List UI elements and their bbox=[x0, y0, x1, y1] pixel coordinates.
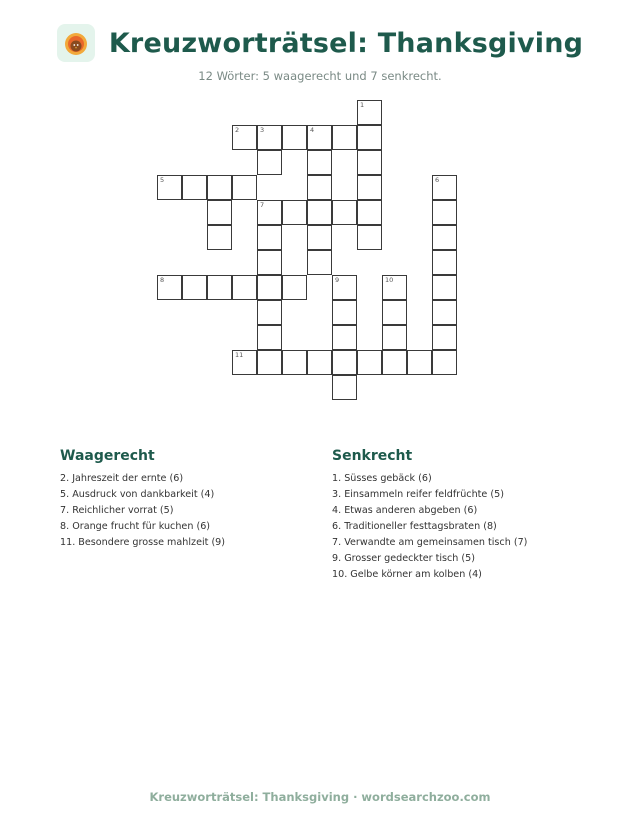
across-heading: Waagerecht bbox=[60, 448, 155, 464]
grid-cell[interactable] bbox=[357, 150, 382, 175]
grid-cell[interactable] bbox=[182, 275, 207, 300]
grid-cell[interactable] bbox=[257, 350, 282, 375]
cell-number: 8 bbox=[160, 276, 165, 284]
grid-cell[interactable] bbox=[307, 200, 332, 225]
grid-cell[interactable] bbox=[407, 350, 432, 375]
grid-cell[interactable] bbox=[357, 100, 382, 125]
grid-cell[interactable] bbox=[282, 200, 307, 225]
grid-cell[interactable] bbox=[357, 200, 382, 225]
grid-cell[interactable] bbox=[382, 350, 407, 375]
grid-cell[interactable] bbox=[182, 175, 207, 200]
grid-cell[interactable] bbox=[432, 350, 457, 375]
grid-cell[interactable] bbox=[332, 125, 357, 150]
clue-across: 8. Orange frucht für kuchen (6) bbox=[60, 521, 211, 532]
grid-cell[interactable] bbox=[257, 150, 282, 175]
grid-cell[interactable] bbox=[357, 350, 382, 375]
grid-cell[interactable] bbox=[257, 225, 282, 250]
grid-cell[interactable] bbox=[207, 175, 232, 200]
grid-cell[interactable] bbox=[332, 375, 357, 400]
grid-cell[interactable] bbox=[157, 275, 182, 300]
down-clues bbox=[332, 448, 612, 583]
clue-down: 7. Verwandte am gemeinsamen tisch (7) bbox=[332, 537, 528, 548]
grid-cell[interactable] bbox=[282, 275, 307, 300]
grid-cell[interactable] bbox=[157, 175, 182, 200]
grid-cell[interactable] bbox=[282, 125, 307, 150]
grid-cell[interactable] bbox=[357, 225, 382, 250]
grid-cell[interactable] bbox=[432, 325, 457, 350]
grid-cell[interactable] bbox=[257, 325, 282, 350]
grid-cell[interactable] bbox=[432, 175, 457, 200]
grid-cell[interactable] bbox=[207, 225, 232, 250]
grid-cell[interactable] bbox=[332, 325, 357, 350]
clue-across: 11. Besondere grosse mahlzeit (9) bbox=[60, 537, 226, 548]
grid-cell[interactable] bbox=[382, 325, 407, 350]
cell-number: 7 bbox=[260, 201, 265, 209]
across-clues bbox=[60, 448, 340, 551]
grid-cell[interactable] bbox=[257, 200, 282, 225]
clue-down: 10. Gelbe körner am kolben (4) bbox=[332, 569, 482, 580]
grid-cell[interactable] bbox=[257, 250, 282, 275]
grid-cell[interactable] bbox=[432, 275, 457, 300]
grid-cell[interactable] bbox=[307, 150, 332, 175]
clue-down: 9. Grosser gedeckter tisch (5) bbox=[332, 553, 476, 564]
grid-cell[interactable] bbox=[307, 250, 332, 275]
clue-down: 3. Einsammeln reifer feldfrüchte (5) bbox=[332, 489, 504, 500]
grid-cell[interactable] bbox=[357, 175, 382, 200]
cell-number: 5 bbox=[160, 176, 165, 184]
grid-cell[interactable] bbox=[207, 275, 232, 300]
cell-number: 9 bbox=[335, 276, 340, 284]
cell-number: 3 bbox=[260, 126, 265, 134]
grid-cell[interactable] bbox=[207, 200, 232, 225]
page-subtitle: 12 Wörter: 5 waagerecht und 7 senkrecht. bbox=[198, 69, 442, 83]
page-footer: Kreuzworträtsel: Thanksgiving · wordsearchzoo.com bbox=[149, 790, 491, 804]
grid-cell[interactable] bbox=[307, 175, 332, 200]
clue-across: 2. Jahreszeit der ernte (6) bbox=[60, 473, 184, 484]
grid-cell[interactable] bbox=[332, 275, 357, 300]
grid-cell[interactable] bbox=[382, 275, 407, 300]
grid-cell[interactable] bbox=[357, 125, 382, 150]
clue-across: 5. Ausdruck von dankbarkeit (4) bbox=[60, 489, 215, 500]
page-title: Kreuzworträtsel: Thanksgiving bbox=[108, 27, 584, 59]
cell-number: 2 bbox=[235, 126, 240, 134]
grid-cell[interactable] bbox=[432, 200, 457, 225]
grid-cell[interactable] bbox=[307, 225, 332, 250]
clue-across: 7. Reichlicher vorrat (5) bbox=[60, 505, 174, 516]
clue-down: 4. Etwas anderen abgeben (6) bbox=[332, 505, 478, 516]
cell-number: 11 bbox=[235, 351, 244, 359]
grid-cell[interactable] bbox=[432, 225, 457, 250]
grid-cell[interactable] bbox=[257, 275, 282, 300]
grid-cell[interactable] bbox=[332, 350, 357, 375]
grid-cell[interactable] bbox=[382, 300, 407, 325]
clue-down: 6. Traditioneller festtagsbraten (8) bbox=[332, 521, 497, 532]
clue-down: 1. Süsses gebäck (6) bbox=[332, 473, 432, 484]
grid-cell[interactable] bbox=[282, 350, 307, 375]
grid-cell[interactable] bbox=[332, 200, 357, 225]
grid-cell[interactable] bbox=[432, 300, 457, 325]
grid-cell[interactable] bbox=[232, 275, 257, 300]
grid-cell[interactable] bbox=[232, 125, 257, 150]
grid-cell[interactable] bbox=[307, 350, 332, 375]
grid-cell[interactable] bbox=[257, 300, 282, 325]
down-heading: Senkrecht bbox=[332, 448, 413, 464]
cell-number: 4 bbox=[310, 126, 315, 134]
cell-number: 10 bbox=[385, 276, 394, 284]
cell-number: 1 bbox=[360, 101, 365, 109]
grid-cell[interactable] bbox=[232, 175, 257, 200]
grid-cell[interactable] bbox=[432, 250, 457, 275]
grid-cell[interactable] bbox=[257, 125, 282, 150]
cell-number: 6 bbox=[435, 176, 440, 184]
grid-cell[interactable] bbox=[332, 300, 357, 325]
grid-cell[interactable] bbox=[307, 125, 332, 150]
grid-cell[interactable] bbox=[232, 350, 257, 375]
